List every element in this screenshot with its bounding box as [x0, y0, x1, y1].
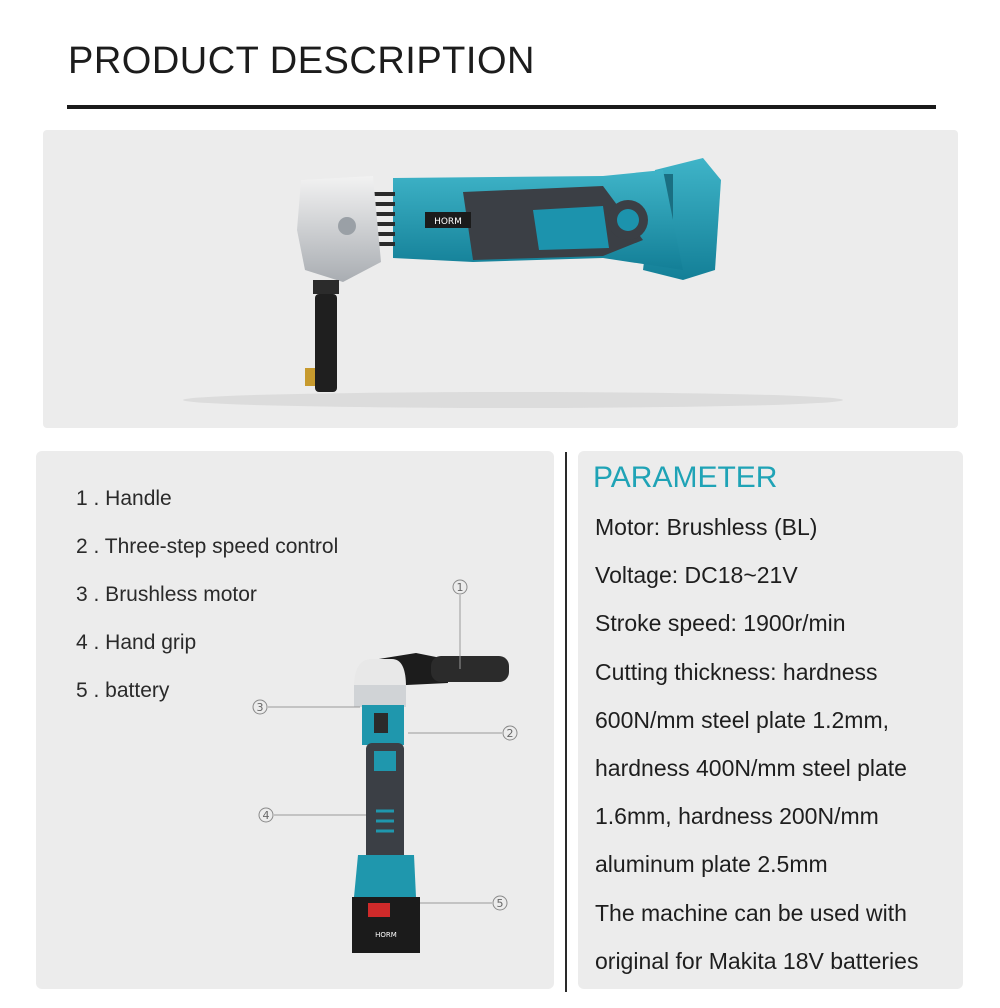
product-hero-image — [43, 130, 958, 428]
parameter-line: Motor: Brushless (BL) — [595, 514, 818, 540]
battery-logo: HORM — [375, 931, 397, 939]
parameter-line: 600N/mm steel plate 1.2mm, — [595, 706, 890, 733]
parts-diagram — [36, 451, 554, 989]
callout-number: 5 — [496, 897, 504, 910]
list-item: 4 . Hand grip — [76, 631, 197, 654]
nibbler-tool-illustration — [43, 130, 958, 428]
parameter-line: Voltage: DC18~21V — [595, 562, 798, 589]
page-title: PRODUCT DESCRIPTION — [68, 40, 535, 82]
parameter-list — [595, 503, 963, 985]
brand-logo: HORM — [434, 217, 462, 227]
parameter-line: Cutting thickness: hardness — [595, 658, 878, 685]
title-underline — [67, 105, 936, 109]
parameter-line: original for Makita 18V batteries — [595, 947, 919, 974]
parameter-panel — [578, 451, 963, 989]
list-item: 3 . Brushless motor — [76, 583, 257, 606]
column-divider — [565, 452, 567, 992]
parameter-line: Stroke speed: 1900r/min — [595, 610, 846, 637]
callout-number: 4 — [262, 809, 270, 822]
parameter-line: aluminum plate 2.5mm — [595, 851, 828, 878]
parameter-line: 1.6mm, hardness 200N/mm — [595, 803, 879, 830]
list-item: 5 . battery — [76, 679, 170, 702]
callout-number: 2 — [506, 727, 514, 740]
list-item: 1 . Handle — [76, 487, 172, 510]
callout-number: 1 — [456, 581, 464, 594]
parameter-line: hardness 400N/mm steel plate — [595, 755, 907, 782]
parameter-heading: PARAMETER — [593, 461, 778, 494]
features-panel — [36, 451, 554, 989]
list-item: 2 . Three-step speed control — [76, 535, 339, 558]
parameter-line: The machine can be used with — [595, 899, 907, 926]
callout-number: 3 — [256, 701, 264, 714]
